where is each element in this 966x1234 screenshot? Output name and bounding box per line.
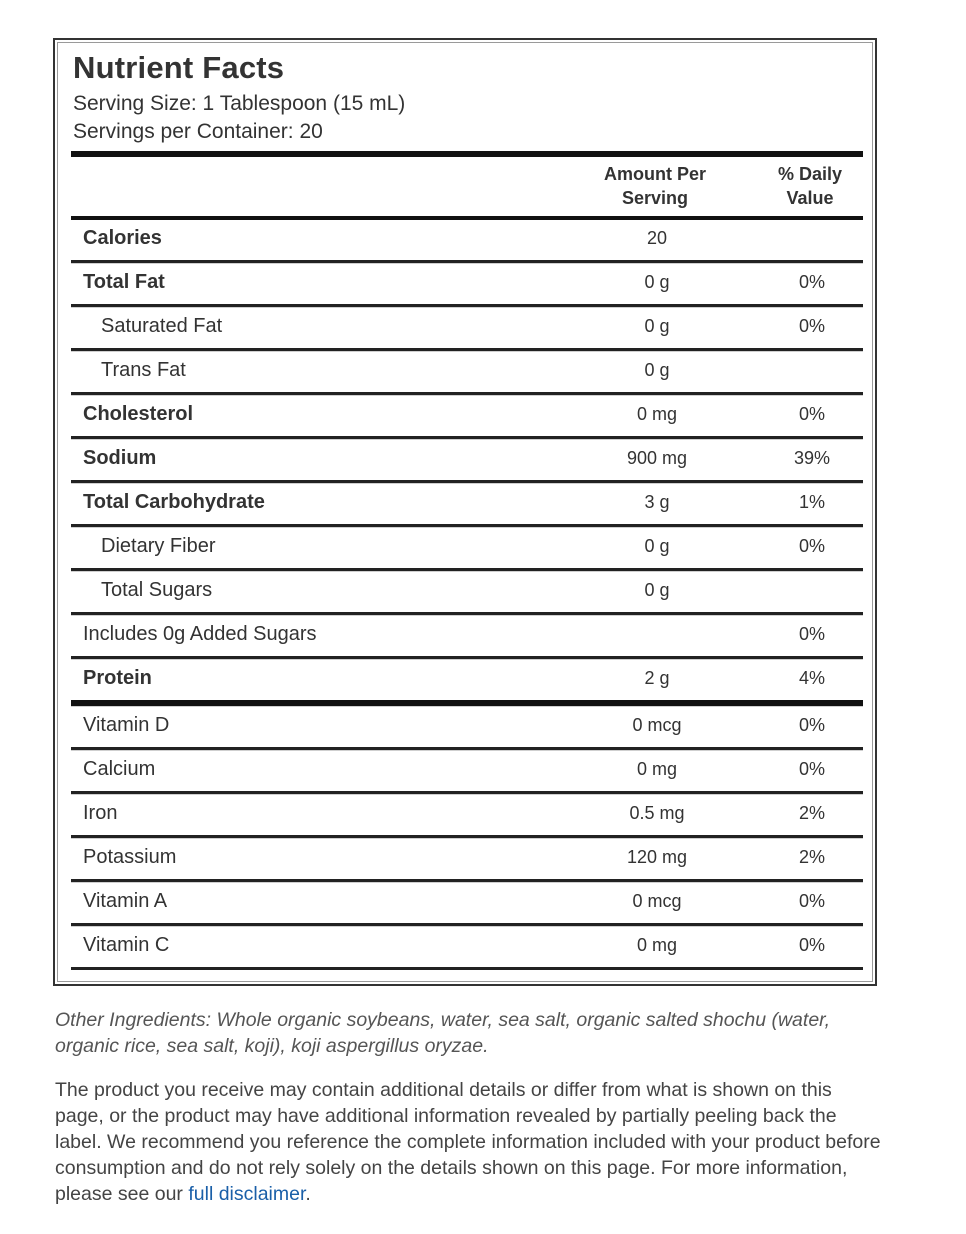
- nutrient-amount: 0 mg: [636, 404, 678, 424]
- servings-per-container: Servings per Container: 20: [73, 120, 323, 143]
- nutrient-amount: 0 g: [644, 580, 670, 600]
- nutrient-name: Sodium: [83, 447, 157, 469]
- nutrient-name: Iron: [83, 802, 118, 824]
- nutrient-amount: 0 mcg: [632, 715, 682, 735]
- other-ingredients: Other Ingredients: Whole organic soybeans, water, sea salt, organic salted shochu (water, organic rice, sea salt, koji), koji aspergillus oryzae.: [55, 1009, 831, 1057]
- nutrient-amount: 3 g: [644, 492, 670, 512]
- nutrient-name: Vitamin D: [83, 714, 170, 736]
- table-row: [71, 615, 863, 659]
- nutrient-amount: 900 mg: [626, 448, 688, 468]
- nutrient-daily-value: 0%: [798, 624, 825, 644]
- nutrient-amount: 0 g: [644, 360, 670, 380]
- panel-title: Nutrient Facts: [73, 50, 285, 85]
- nutrient-name: Total Carbohydrate: [83, 491, 265, 513]
- table-row: [71, 794, 863, 838]
- nutrient-name: Includes 0g Added Sugars: [83, 623, 317, 645]
- nutrient-amount: 2 g: [644, 668, 670, 688]
- header-divider: [71, 151, 863, 157]
- table-row: [71, 706, 863, 750]
- nutrient-amount: 20: [646, 228, 668, 248]
- table-row: [71, 882, 863, 926]
- nutrient-name: Total Sugars: [101, 579, 213, 601]
- nutrient-daily-value: 4%: [798, 668, 825, 688]
- nutrient-daily-value: 1%: [798, 492, 825, 512]
- column-header-dv-line2: Value: [786, 188, 834, 208]
- nutrient-daily-value: 0%: [798, 935, 825, 955]
- nutrient-name: Vitamin A: [83, 890, 168, 912]
- nutrient-amount: 0 mg: [636, 759, 678, 779]
- nutrient-daily-value: 0%: [798, 536, 825, 556]
- nutrient-name: Calcium: [83, 758, 156, 780]
- disclaimer-text: The product you receive may contain additional details or differ from what is shown on this page, or the product may have additional information revealed by partially peeling back the label. We recommend you reference the complete information included with your product before consumption and do not rely solely on the details shown on this page. For more information, please see our: [55, 1079, 881, 1205]
- table-row: [71, 307, 863, 351]
- nutrient-name: Calories: [83, 227, 162, 249]
- nutrient-daily-value: 0%: [798, 891, 825, 911]
- column-header-amount: [575, 162, 735, 210]
- nutrient-daily-value: 0%: [798, 759, 825, 779]
- table-row: [71, 263, 863, 307]
- nutrient-amount: 0 mcg: [632, 891, 682, 911]
- nutrient-amount: 120 mg: [626, 847, 688, 867]
- nutrient-name: Vitamin C: [83, 934, 170, 956]
- nutrient-daily-value: 2%: [798, 847, 825, 867]
- table-row: [71, 483, 863, 527]
- nutrient-daily-value: 39%: [793, 448, 831, 468]
- nutrient-name: Trans Fat: [101, 359, 186, 381]
- nutrient-amount: 0 g: [644, 316, 670, 336]
- table-row: [71, 351, 863, 395]
- nutrient-facts-panel: [53, 38, 877, 986]
- table-row: [71, 750, 863, 794]
- nutrient-daily-value: 0%: [798, 272, 825, 292]
- table-row: [71, 571, 863, 615]
- nutrient-amount: 0.5 mg: [629, 803, 685, 823]
- nutrient-rows: [71, 220, 863, 970]
- disclaimer: [55, 1077, 885, 1207]
- nutrient-daily-value: 0%: [798, 404, 825, 424]
- nutrient-amount: 0 mg: [636, 935, 678, 955]
- table-row: [71, 395, 863, 439]
- column-header-amount-line2: Serving: [621, 188, 689, 208]
- nutrient-name: Cholesterol: [83, 403, 194, 425]
- table-row: [71, 926, 863, 970]
- table-row: [71, 838, 863, 882]
- nutrient-name: Dietary Fiber: [101, 535, 216, 557]
- nutrient-amount: 0 g: [644, 536, 670, 556]
- column-header-daily-value: [755, 162, 865, 210]
- column-header-amount-line1: Amount Per: [603, 164, 706, 184]
- nutrient-amount: 0 g: [644, 272, 670, 292]
- nutrient-daily-value: 0%: [798, 715, 825, 735]
- nutrient-daily-value: 0%: [798, 316, 825, 336]
- table-row: [71, 220, 863, 263]
- column-header-dv-line1: % Daily: [777, 164, 843, 184]
- nutrient-name: Protein: [83, 667, 152, 689]
- nutrient-daily-value: 2%: [798, 803, 825, 823]
- nutrient-name: Saturated Fat: [101, 315, 223, 337]
- serving-size: Serving Size: 1 Tablespoon (15 mL): [73, 92, 406, 115]
- nutrient-name: Potassium: [83, 846, 177, 868]
- disclaimer-end: .: [305, 1183, 311, 1205]
- table-row: [71, 527, 863, 571]
- table-row: [71, 659, 863, 706]
- nutrient-name: Total Fat: [83, 271, 165, 293]
- full-disclaimer-link[interactable]: full disclaimer: [188, 1183, 306, 1205]
- table-row: [71, 439, 863, 483]
